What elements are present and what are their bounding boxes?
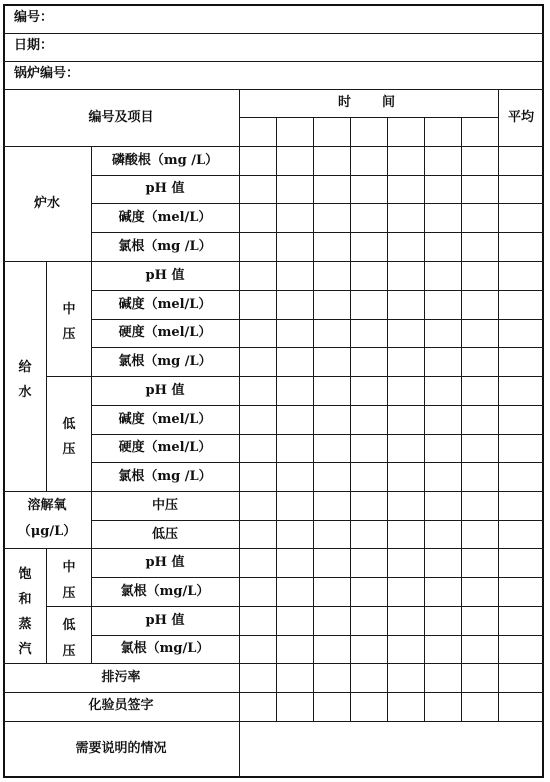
time-header-char-1: 时 <box>338 95 352 110</box>
rule-h <box>46 376 544 377</box>
rule-v <box>313 117 314 721</box>
steam-group-char: 汽 <box>18 642 32 657</box>
feed-water-group-char: 水 <box>18 385 32 400</box>
rule-h <box>91 520 544 521</box>
time-header-char-2: 间 <box>382 95 396 110</box>
rule-v <box>461 117 462 721</box>
dissolved-oxygen-unit: （μg/L） <box>17 524 77 539</box>
rule-h <box>3 33 544 34</box>
row-label: 碱度（mel/L） <box>118 412 212 427</box>
rule-h <box>3 721 544 722</box>
rule-h <box>91 203 544 204</box>
rule-h <box>239 117 498 118</box>
rule-h <box>91 462 544 463</box>
row-label: 碱度（mel/L） <box>118 210 212 225</box>
rule-h <box>3 548 544 549</box>
rule-h <box>46 606 544 607</box>
rule-v <box>91 146 92 663</box>
row-label: 氯根（mg /L） <box>118 469 212 484</box>
rule-h <box>91 347 544 348</box>
row-label: 低压 <box>151 527 179 542</box>
row-label: 硬度（mel/L） <box>118 440 212 455</box>
rule-v <box>498 89 499 721</box>
rule-v <box>387 117 388 721</box>
row-label: pH 值 <box>145 555 185 570</box>
feed-low-pressure-char: 压 <box>62 442 76 457</box>
steam-group-char: 饱 <box>18 567 32 582</box>
rule-h <box>91 290 544 291</box>
rule-h <box>91 434 544 435</box>
rule-h <box>3 261 544 262</box>
row-label: 中压 <box>151 498 179 513</box>
row-label: 硬度（mel/L） <box>118 325 212 340</box>
row-label: 碱度（mel/L） <box>118 297 212 312</box>
steam-low-pressure-char: 低 <box>62 618 76 633</box>
blowdown-rate-label: 排污率 <box>101 670 141 685</box>
rule-h <box>3 146 544 147</box>
row-label: 氯根（mg /L） <box>118 239 212 254</box>
form-frame <box>3 4 544 778</box>
average-column-header: 平均 <box>507 110 535 125</box>
steam-mid-pressure-char: 压 <box>62 586 76 601</box>
rule-h <box>91 577 544 578</box>
rule-v <box>276 117 277 721</box>
rule-h <box>91 635 544 636</box>
steam-mid-pressure-char: 中 <box>62 560 76 575</box>
rule-h <box>91 405 544 406</box>
row-label: 氯根（mg /L） <box>118 354 212 369</box>
steam-group-char: 和 <box>18 592 32 607</box>
serial-number-label: 编号： <box>14 10 54 25</box>
row-label: 氯根（mg/L） <box>120 641 210 656</box>
item-column-header: 编号及项目 <box>88 110 154 125</box>
rule-v <box>46 261 47 491</box>
rule-v <box>350 117 351 721</box>
rule-h <box>91 319 544 320</box>
feed-low-pressure-char: 低 <box>62 417 76 432</box>
row-label: pH 值 <box>145 613 185 628</box>
feed-mid-pressure-char: 压 <box>62 327 76 342</box>
row-label: pH 值 <box>145 383 185 398</box>
rule-h <box>3 61 544 62</box>
rule-h <box>91 175 544 176</box>
row-label: pH 值 <box>145 181 185 196</box>
rule-v <box>46 548 47 663</box>
boiler-water-group-label: 炉水 <box>33 196 61 211</box>
analyst-signature-label: 化验员签字 <box>88 698 154 713</box>
rule-h <box>91 232 544 233</box>
notes-label: 需要说明的情况 <box>75 741 167 756</box>
feed-mid-pressure-char: 中 <box>62 302 76 317</box>
row-label: 氯根（mg/L） <box>120 584 210 599</box>
rule-h <box>3 491 544 492</box>
steam-low-pressure-char: 压 <box>62 644 76 659</box>
boiler-number-label: 锅炉编号： <box>14 66 80 81</box>
row-label: pH 值 <box>145 268 185 283</box>
rule-v <box>424 117 425 721</box>
rule-h <box>3 89 544 90</box>
rule-v <box>239 89 240 778</box>
date-label: 日期： <box>14 38 54 53</box>
rule-h <box>3 692 544 693</box>
rule-h <box>3 663 544 664</box>
steam-group-char: 蒸 <box>18 617 32 632</box>
row-label: 磷酸根（mg /L） <box>111 153 219 168</box>
feed-water-group-char: 给 <box>18 360 32 375</box>
dissolved-oxygen-label: 溶解氧 <box>27 498 67 513</box>
